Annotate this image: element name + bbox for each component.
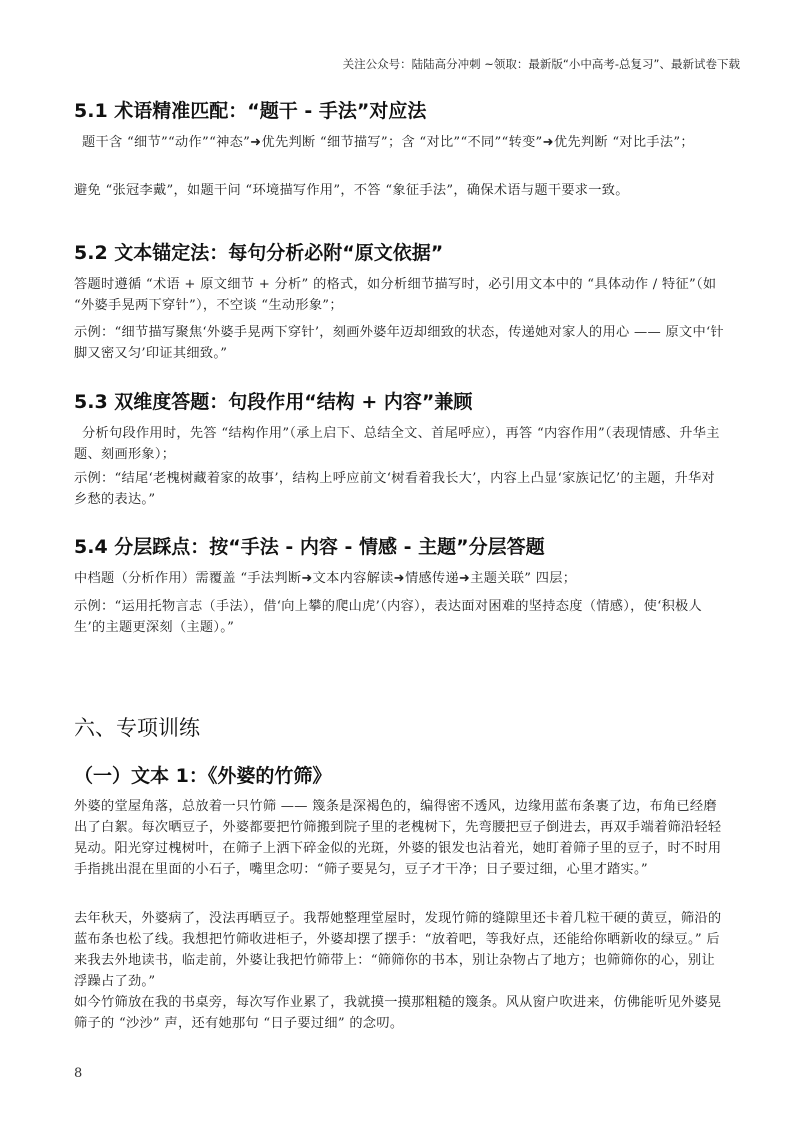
text-one-paragraph-2: 去年秋天，外婆病了，没法再晒豆子。我帮她整理堂屋时，发现竹筛的缝隙里还卡着几粒干硬的黄豆，筛沿的蓝布条也松了线。我想把竹筛收进柜子，外婆却摆了摆手：“放着吧，等我好点，还能给你晒新收的绿豆。” 后来我去外地读书，临走前，外婆让我把竹筛带上：“筛筛你的书本，别让杂物占了地方；也筛筛你的心，别让浮躁占了劲。” (74, 911, 722, 989)
section-5-2-paragraph-1: 答题时遵循 “术语 + 原文细节 + 分析” 的格式，如分析细节描写时，必引用文本中的 “具体动作 / 特征”（如 “外婆手晃两下穿针”），不空谈 “生动形象”； (74, 277, 717, 313)
section-5-4-paragraph-2: 示例：“运用托物言志（手法），借‘向上攀的爬山虎’（内容），表达面对困难的坚持态度（情感），使‘积极人生’的主题更深刻（主题）。” (74, 599, 703, 635)
section-heading-5-1: 5.1 术语精准匹配：“题干 - 手法”对应法 (74, 100, 427, 122)
text-one-paragraph-3: 如今竹筛放在我的书桌旁，每次写作业累了，我就摸一摸那粗糙的篾条。风从窗户吹进来，仿佛能听见外婆晃筛子的 “沙沙” 声，还有她那句 “日子要过细” 的念叨。 (74, 995, 722, 1031)
section-heading-5-3: 5.3 双维度答题：句段作用“结构 + 内容”兼顾 (74, 391, 473, 413)
page-number: 8 (74, 1066, 83, 1081)
section-5-1-paragraph-1: 题干含 “细节”“动作”“神态”➜优先判断 “细节描写”；含 “对比”“不同”“转变”➜优先判断 “对比手法”； (82, 135, 694, 150)
section-heading-5-2: 5.2 文本锚定法：每句分析必附“原文依据” (74, 242, 444, 264)
page-header: 关注公众号：陆陆高分冲刺 ~领取：最新版“小中高考-总复习”、最新试卷下载 (342, 57, 740, 71)
section-5-4-paragraph-1: 中档题（分析作用）需覆盖 “手法判断➜文本内容解读➜情感传递➜主题关联” 四层； (74, 571, 577, 586)
section-5-3-paragraph-1: 分析句段作用时，先答 “结构作用”（承上启下、总结全文、首尾呼应），再答 “内容作用”（表现情感、升华主题、刻画形象）； (74, 426, 720, 462)
section-5-1-paragraph-2: 避免 “张冠李戴”，如题干问 “环境描写作用”，不答 “象征手法”，确保术语与题干要求一致。 (74, 183, 629, 198)
part-six-title: 六、专项训练 (74, 716, 200, 740)
text-one-paragraph-1: 外婆的堂屋角落，总放着一只竹筛 —— 篾条是深褐色的，编得密不透风，边缘用蓝布条裹了边，布角已经磨出了白絮。每次晒豆子，外婆都要把竹筛搬到院子里的老槐树下，先弯腰把豆子倒进去，再双手端着筛沿轻轻晃动。阳光穿过槐树叶，在筛子上洒下碎金似的光斑，外婆的银发也沾着光，她盯着筛子里的豆子，时不时用手指挑出混在里面的小石子，嘴里念叨：“筛子要晃匀，豆子才干净；日子要过细，心里才踏实。” (74, 799, 722, 877)
section-5-2-paragraph-2: 示例：“细节描写聚焦‘外婆手晃两下穿针’，刻画外婆年迈却细致的状态，传递她对家人的用心 —— 原文中‘针脚又密又匀’印证其细致。” (74, 325, 724, 361)
section-heading-5-4: 5.4 分层踩点：按“手法 - 内容 - 情感 - 主题”分层答题 (74, 536, 545, 558)
section-5-3-paragraph-2: 示例：“结尾‘老槐树藏着家的故事’，结构上呼应前文‘树看着我长大’，内容上凸显‘家族记忆’的主题，升华对乡愁的表达。” (74, 471, 715, 507)
text-one-subtitle: （一）文本 1：《外婆的竹筛》 (74, 765, 332, 787)
